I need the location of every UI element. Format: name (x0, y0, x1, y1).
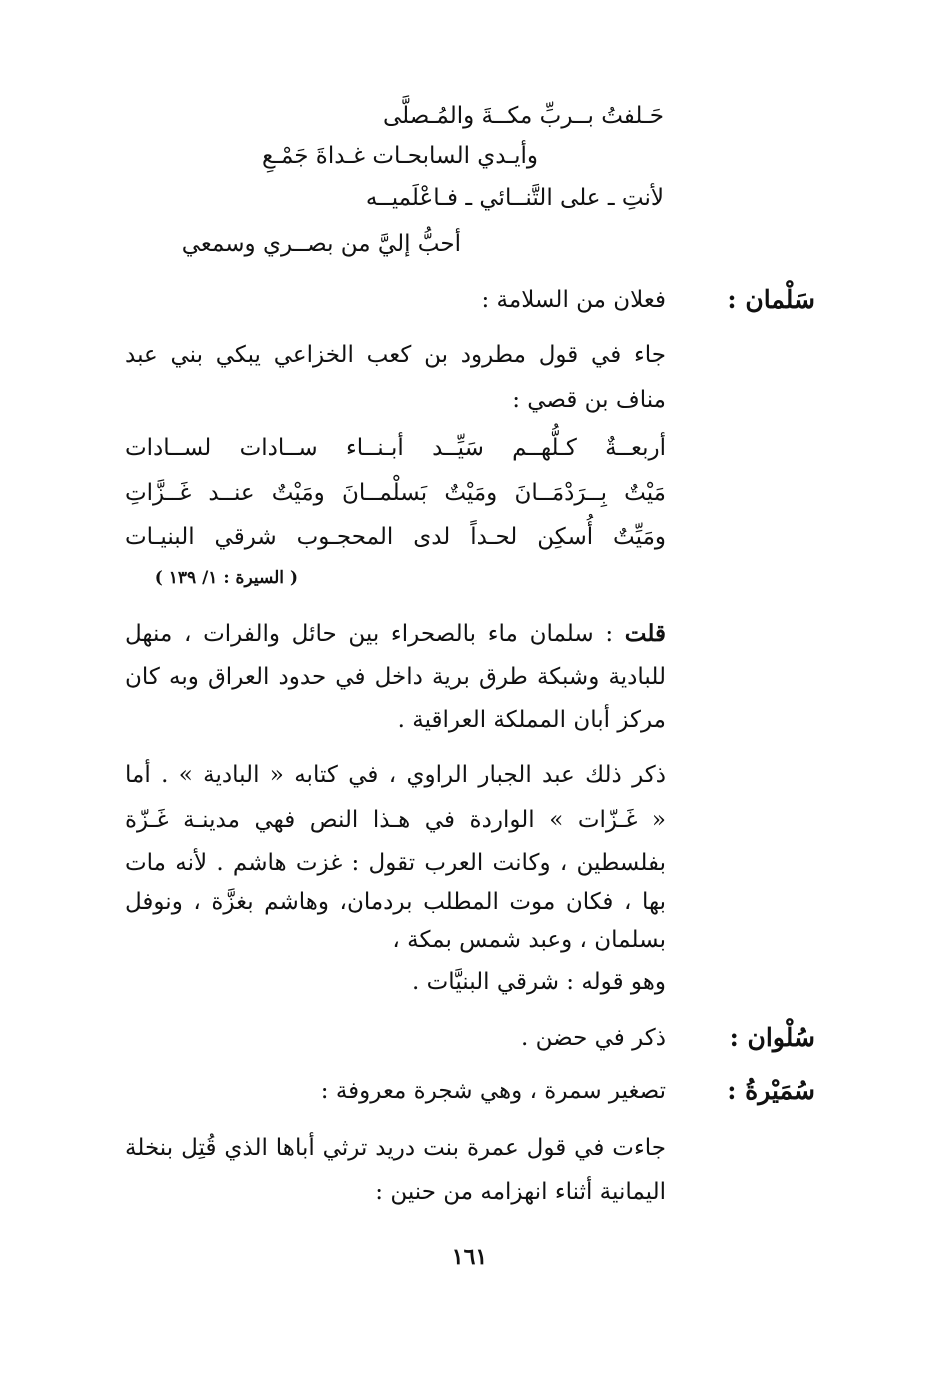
note-qult-line-1 (125, 614, 666, 654)
poem2-verse-1: أربعــةٌ كـلُّهــم سَيِّــد أبـنــاء ســادات لســادات (125, 435, 666, 461)
poem1-verse-2: وأيـدي السابحـات غـداةَ جَمْـعِ (262, 143, 538, 169)
poem1-verse-1: حَـلفتُ بــربِّ مكــةَ والمُـصلَّى (382, 103, 664, 129)
entry-salman-definition: فعلان من السلامة : (481, 287, 666, 313)
poem1-verse-4: أحبُّ إليَّ من بصــري وسمعي (181, 231, 461, 257)
poem2-verse-3: ومَيِّتٌ أُسكِن لحـداً لدى المحجـوب شرقي البنيـات (125, 524, 666, 550)
entry-salman-headword: سَلْمان : (727, 285, 815, 314)
note-dhakar-line-4: بها ، فكان موت المطلب بردمان، وهاشم بغزَّة ، ونوفل (125, 889, 666, 915)
poem1-verse-3: لأنتِ ـ على التَّنــائي ـ فـاعْلَميــه (365, 185, 664, 211)
note-dhakar-line-3: بفلسطين ، وكانت العرب تقول : غزت هاشم . لأنه مات (125, 850, 666, 876)
note-dhakar-line-5: بسلمان ، وعبد شمس بمكة ، (392, 927, 666, 953)
note-dhakar-line-1: ذكر ذلك عبد الجبار الراوي ، في كتابه « البادية » . أما (125, 762, 666, 788)
entry-sulwan-headword: سُلْوان : (729, 1023, 815, 1052)
intro-sumayra-line-2: اليمانية أثناء انهزامه من حنين : (375, 1179, 666, 1205)
entry-sulwan-definition: ذكر في حضن . (521, 1025, 666, 1051)
note-qult-line-3: مركز أبان المملكة العراقية . (397, 707, 666, 733)
note-qult-line-2: للبادية وشبكة طرق برية داخل في حدود العراق وبه كان (125, 664, 666, 690)
entry-sumayra-definition: تصغير سمرة ، وهي شجرة معروفة : (320, 1078, 666, 1104)
intro-salman-line-2: مناف بن قصي : (512, 387, 666, 413)
intro-sumayra-line-1: جاءت في قول عمرة بنت دريد ترثي أباها الذي قُتِل بنخلة (125, 1135, 666, 1161)
intro-salman-line-1: جاء في قول مطرود بن كعب الخزاعي يبكي بني عبد (125, 342, 666, 368)
note-dhakar-line-6: وهو قوله : شرقي البنيَّات . (412, 969, 666, 995)
citation: ( السيرة : ١/ ١٣٩ ) (154, 568, 298, 588)
poem2-verse-2: مَيْتٌ بِــرَدْمَــانَ ومَيْتٌ بَسلْمــانَ ومَيْتٌ عنــد غَــزَّاتِ (125, 480, 666, 506)
page-number: ١٦١ (451, 1244, 488, 1270)
note-qult-text: : سلمان ماء بالصحراء بين حائل والفرات ، منهل (125, 621, 614, 647)
entry-sumayra-headword: سُمَيْرةُ : (727, 1076, 815, 1105)
note-dhakar-line-2: « غَـزّات » الواردة في هـذا النص فهي مدينـة غَـزّة (125, 807, 666, 833)
note-qult-label: قلت (624, 620, 666, 647)
